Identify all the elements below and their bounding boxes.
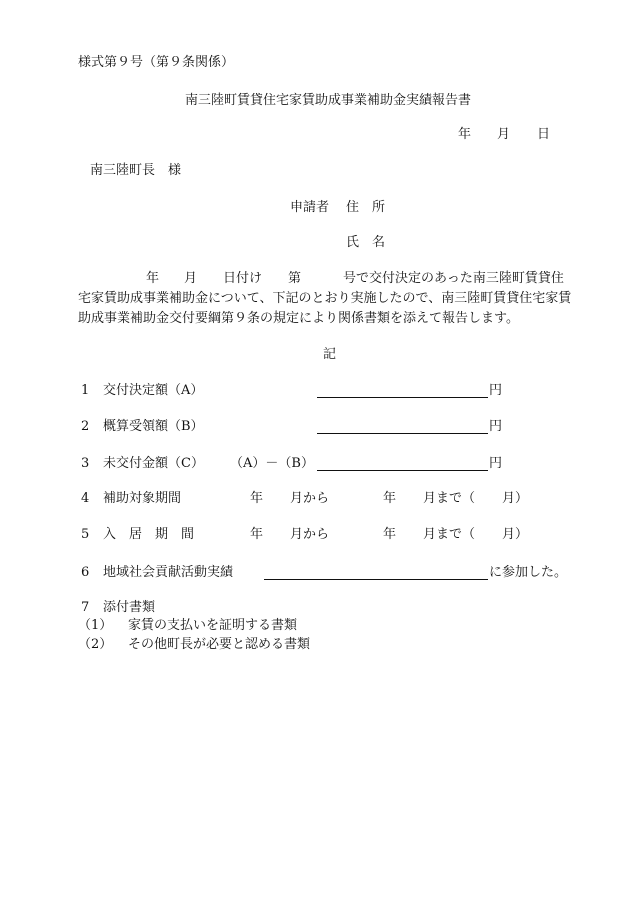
item-number: 2 — [81, 419, 90, 434]
addressee: 南三陸町長 様 — [90, 163, 182, 178]
start-month-label: 月から — [290, 527, 330, 542]
body-line1-end: 号で交付決定のあった南三陸町賃貸住 — [343, 271, 564, 286]
item-number: 3 — [81, 456, 90, 471]
activity-blank-line — [264, 579, 488, 580]
ki-heading: 記 — [323, 347, 337, 362]
item-label: 地域社会貢献活動実績 — [103, 565, 234, 580]
item-number: 7 — [81, 600, 90, 615]
item-number: 4 — [81, 491, 90, 506]
date-day-label: 日 — [537, 127, 551, 142]
item-number: 1 — [81, 383, 90, 398]
item-label: 入 居 期 間 — [103, 527, 195, 542]
unit-yen: 円 — [489, 383, 503, 398]
item-number: 6 — [81, 565, 90, 580]
form-number: 様式第９号（第９条関係） — [78, 55, 235, 70]
body-line3: 助成事業補助金交付要綱第９条の規定により関係書類を添えて報告します。 — [78, 311, 519, 326]
end-month-label: 月まで（ — [423, 491, 476, 506]
item-label: 未交付金額（C） — [103, 456, 204, 471]
amount-blank-line — [317, 433, 488, 434]
applicant-address-label: 住 所 — [346, 200, 386, 215]
item-label: 補助対象期間 — [103, 491, 182, 506]
attachment-text: 家賃の支払いを証明する書類 — [128, 618, 298, 633]
end-month-label: 月まで（ — [423, 527, 476, 542]
body-dai-label: 第 — [288, 271, 302, 286]
item-label: 交付決定額（A） — [103, 383, 204, 398]
body-line2: 宅家賃助成事業補助金について、下記のとおり実施したので、南三陸町賃貸住宅家賃 — [78, 291, 572, 306]
item-formula: （A）－（B） — [230, 456, 314, 471]
attachment-text: その他町長が必要と認める書類 — [128, 637, 311, 652]
end-year-label: 年 — [383, 491, 397, 506]
amount-blank-line — [317, 397, 488, 398]
date-month-label: 月 — [497, 127, 511, 142]
end-year-label: 年 — [383, 527, 397, 542]
start-year-label: 年 — [250, 527, 264, 542]
body-date-suffix: 日付け — [223, 271, 263, 286]
attachments-label: 添付書類 — [103, 600, 156, 615]
item-label: 概算受領額（B） — [103, 419, 204, 434]
date-year-label: 年 — [458, 127, 472, 142]
start-year-label: 年 — [250, 491, 264, 506]
start-month-label: 月から — [290, 491, 330, 506]
applicant-label: 申請者 — [290, 200, 330, 215]
document-title: 南三陸町賃貸住宅家賃助成事業補助金実績報告書 — [185, 93, 472, 108]
amount-blank-line — [317, 470, 488, 471]
body-year-label: 年 — [146, 271, 160, 286]
unit-yen: 円 — [489, 419, 503, 434]
activity-suffix: に参加した。 — [489, 565, 568, 580]
body-month-label: 月 — [184, 271, 198, 286]
unit-yen: 円 — [489, 456, 503, 471]
attachment-number: （2） — [78, 637, 113, 652]
item-number: 5 — [81, 527, 90, 542]
applicant-name-label: 氏 名 — [346, 235, 386, 250]
month-count-label: 月） — [502, 527, 529, 542]
attachment-number: （1） — [78, 618, 113, 633]
month-count-label: 月） — [502, 491, 529, 506]
